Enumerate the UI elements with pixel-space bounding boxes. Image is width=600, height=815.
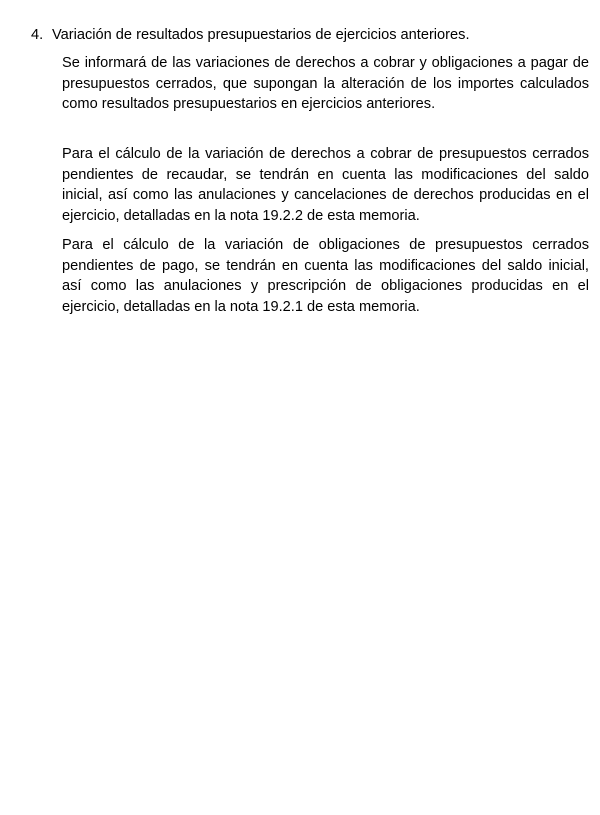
section-number: 4. <box>31 27 44 43</box>
paragraph-derechos: Para el cálculo de la variación de derechos a cobrar de presupuestos cerrados pendientes de recaudar, se tendrán en cuenta las modificaciones del saldo inicial, así como las anulaciones y cancelaciones de derechos producidas en el ejercicio, detalladas en la nota 19.2.2 de esta memoria. <box>62 146 589 224</box>
paragraph-obligaciones: Para el cálculo de la variación de obligaciones de presupuestos cerrados pendientes de pago, se tendrán en cuenta las modificaciones del saldo inicial, así como las anulaciones y prescripción de obligaciones producidas en el ejercicio, detalladas en la nota 19.2.1 de esta memoria. <box>62 237 589 315</box>
section-title: Variación de resultados presupuestarios de ejercicios anteriores. <box>52 27 470 43</box>
paragraph-variaciones: Se informará de las variaciones de derechos a cobrar y obligaciones a pagar de presupuestos cerrados, que supongan la alteración de los importes calculados como resultados presupuestarios en ejercicios anteriores. <box>62 55 589 113</box>
section-heading <box>31 26 571 44</box>
